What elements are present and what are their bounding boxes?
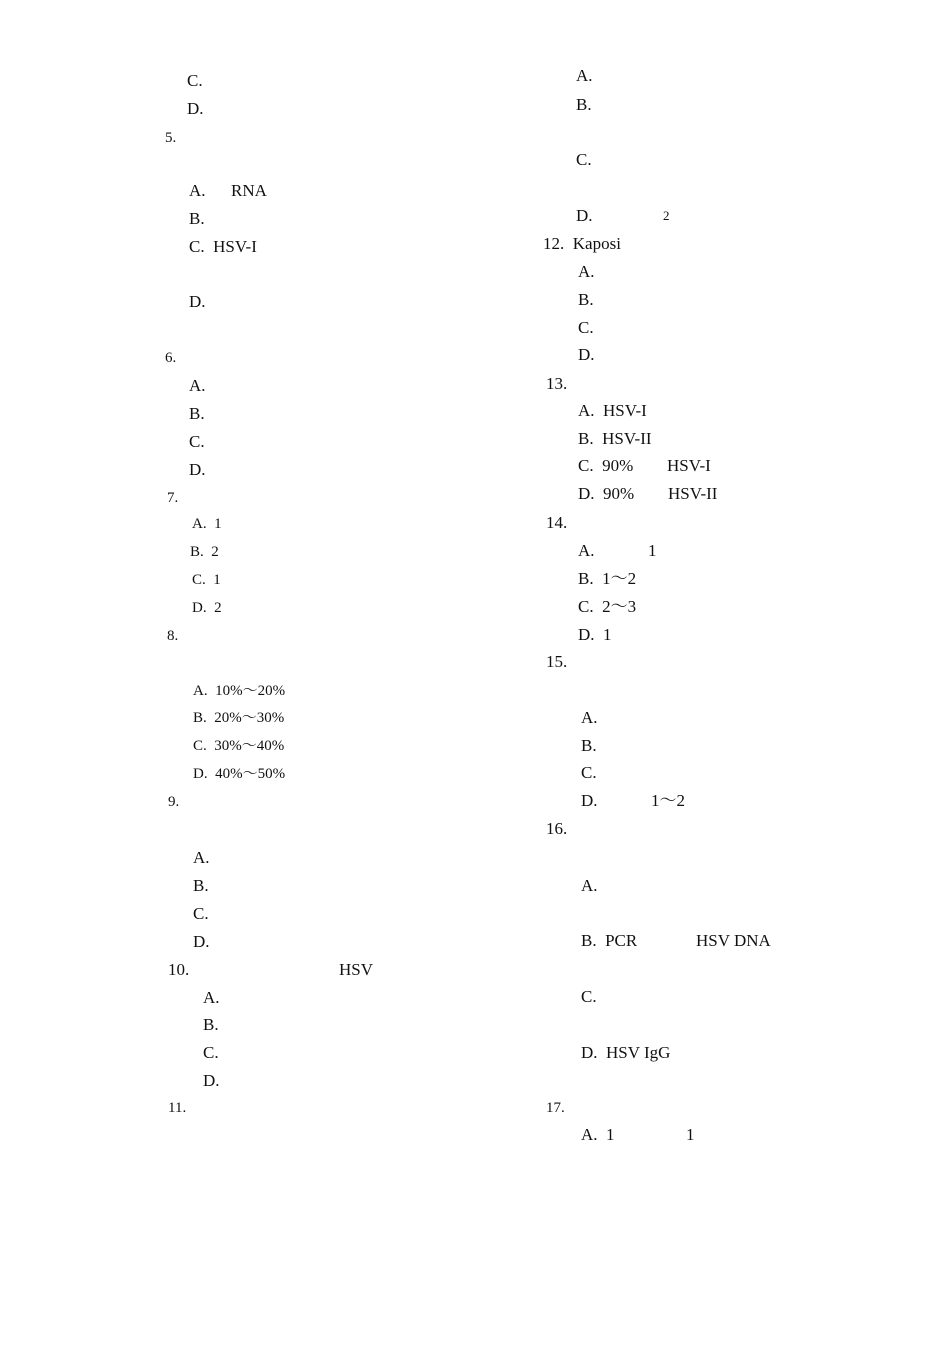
question-number-15: 15. bbox=[546, 652, 568, 671]
option-d: D. bbox=[581, 791, 598, 810]
option-a: A. RNA bbox=[189, 181, 267, 200]
question-number-11: 11. bbox=[168, 1100, 187, 1116]
option-c: C. bbox=[187, 71, 203, 90]
option-d-text: 1～2 bbox=[651, 791, 685, 810]
option-b: B. 20%～30% bbox=[193, 710, 285, 726]
option-a: A. 1 bbox=[192, 516, 222, 532]
option-c: C. 90% bbox=[578, 456, 634, 475]
option-a-text: 1 bbox=[648, 541, 657, 560]
option-d: D. 40%～50% bbox=[193, 766, 286, 782]
option-d: D. 1 bbox=[578, 625, 612, 644]
question-number-12: 12. Kaposi bbox=[543, 234, 621, 253]
option-c: C. bbox=[576, 150, 592, 169]
question-number-16: 16. bbox=[546, 819, 568, 838]
option-b: B. bbox=[193, 876, 209, 895]
option-d: D. bbox=[578, 345, 595, 364]
option-a: A. bbox=[578, 541, 595, 560]
option-a: A. bbox=[581, 708, 598, 727]
question-number-8: 8. bbox=[167, 628, 179, 644]
question-number-9: 9. bbox=[168, 794, 180, 810]
option-d: D. bbox=[576, 206, 593, 225]
option-d: D. HSV IgG bbox=[581, 1043, 671, 1062]
option-b: B. bbox=[576, 95, 592, 114]
option-c: C. 2～3 bbox=[578, 597, 637, 616]
question-number-17: 17. bbox=[546, 1100, 565, 1116]
option-a: A. HSV-I bbox=[578, 401, 647, 420]
option-b: B. bbox=[578, 290, 594, 309]
option-b: B. bbox=[581, 736, 597, 755]
option-a: A. bbox=[189, 376, 206, 395]
option-b: B. bbox=[189, 209, 205, 228]
option-d: D. 2 bbox=[192, 600, 222, 616]
option-a: A. bbox=[576, 66, 593, 85]
option-c-text: HSV-I bbox=[667, 456, 711, 475]
text-fragment: 2 bbox=[663, 208, 670, 223]
option-d: D. 90% bbox=[578, 484, 635, 503]
option-b: B. bbox=[189, 404, 205, 423]
option-d: D. bbox=[189, 292, 206, 311]
option-a: A. bbox=[193, 848, 210, 867]
option-c: C. HSV-I bbox=[189, 237, 257, 256]
question-number-14: 14. bbox=[546, 513, 568, 532]
option-c: C. bbox=[581, 987, 597, 1006]
question-number-10: 10. bbox=[168, 960, 190, 979]
option-d: D. bbox=[193, 932, 210, 951]
option-b: B. HSV-II bbox=[578, 429, 652, 448]
question-text-fragment: HSV bbox=[339, 960, 374, 979]
option-a-text: 1 bbox=[686, 1125, 695, 1144]
option-c: C. bbox=[581, 763, 597, 782]
option-c: C. bbox=[189, 432, 205, 451]
option-b: B. bbox=[203, 1015, 219, 1034]
option-d-text: HSV-II bbox=[668, 484, 718, 503]
question-number-7: 7. bbox=[167, 490, 179, 506]
option-a: A. 1 bbox=[581, 1125, 615, 1144]
option-a: A. 10%～20% bbox=[193, 683, 286, 699]
option-b: B. 1～2 bbox=[578, 569, 637, 588]
option-d: D. bbox=[189, 460, 206, 479]
option-b-text: HSV DNA bbox=[696, 931, 771, 950]
option-a: A. bbox=[578, 262, 595, 281]
option-c: C. bbox=[578, 318, 594, 337]
option-b: B. PCR bbox=[581, 931, 638, 950]
option-c: C. 30%～40% bbox=[193, 738, 285, 754]
option-a: A. bbox=[203, 988, 220, 1007]
option-b: B. 2 bbox=[190, 544, 219, 560]
option-d: D. bbox=[187, 99, 204, 118]
question-number-13: 13. bbox=[546, 374, 568, 393]
option-a: A. bbox=[581, 876, 598, 895]
option-c: C. bbox=[193, 904, 209, 923]
question-number-5: 5. bbox=[165, 130, 177, 146]
option-c: C. 1 bbox=[192, 572, 221, 588]
option-c: C. bbox=[203, 1043, 219, 1062]
question-number-6: 6. bbox=[165, 350, 177, 366]
option-d: D. bbox=[203, 1071, 220, 1090]
